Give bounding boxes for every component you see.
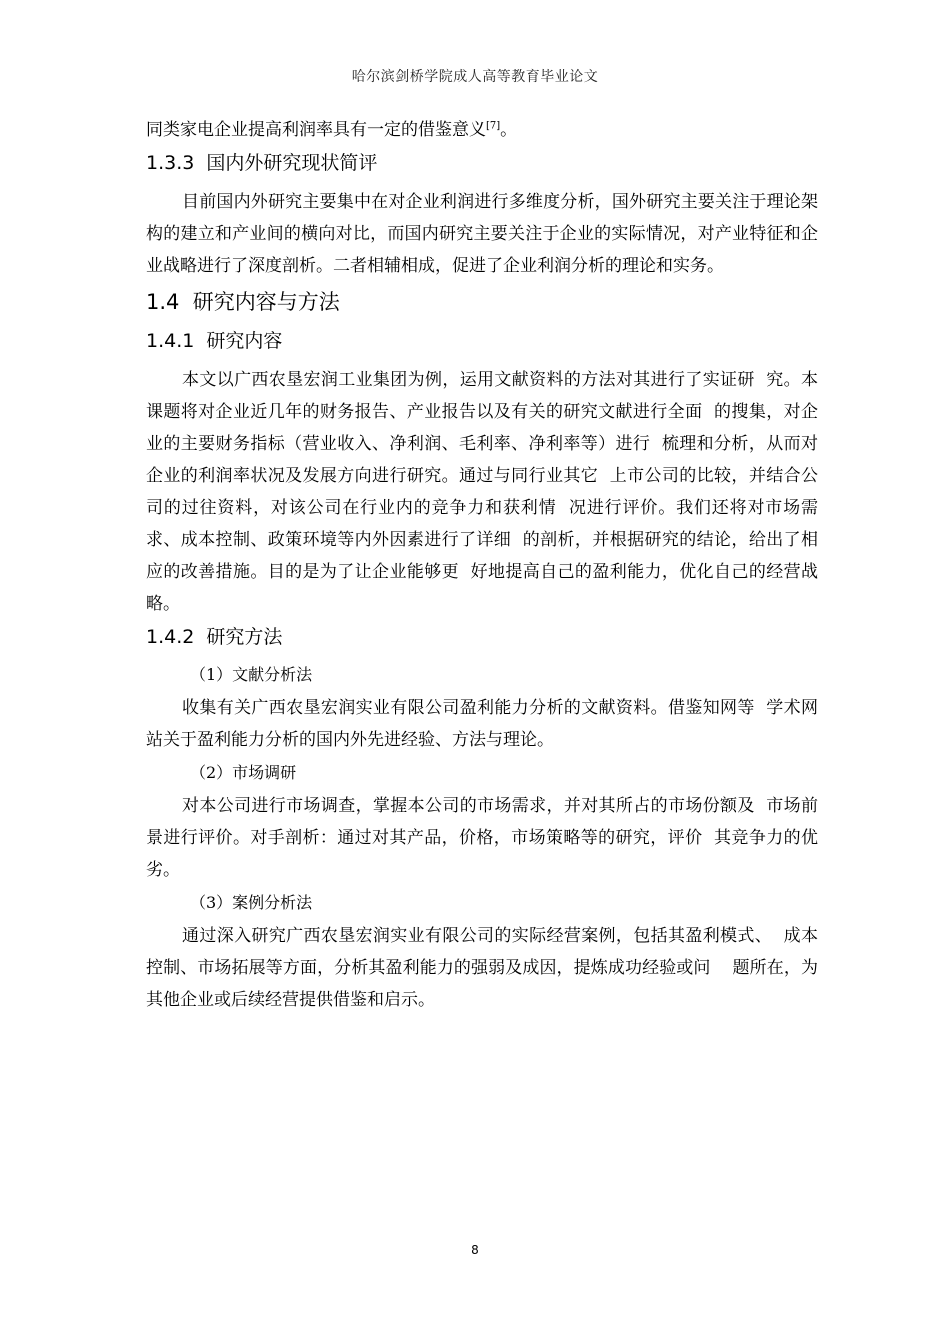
- method-label-literature: （1）文献分析法: [190, 665, 313, 684]
- section-paragraph-1-3-3: 目前国内外研究主要集中在对企业利润进行多维度分析，国外研究主要关注于理论架构的建立和产业间的横向对比，而国内研究主要关注于企业的实际情况，对产业特征和企业战略进行了深度剖析。二者相辅相成，促进了企业利润分析的理论和实务。: [146, 192, 818, 276]
- section-heading-1-4-2: 1.4.2 研究方法: [146, 626, 283, 648]
- continuation-paragraph: [146, 114, 818, 146]
- method-label-case-analysis: （3）案例分析法: [190, 893, 313, 912]
- section-heading-1-4: 1.4 研究内容与方法: [146, 290, 340, 314]
- continuation-text: 同类家电企业提高利润率具有一定的借鉴意义: [146, 120, 486, 140]
- citation-ref: [7]: [486, 120, 501, 132]
- page-content: [146, 114, 818, 1016]
- section-paragraph-1-4-1: 本文以广西农垦宏润工业集团为例，运用文献资料的方法对其进行了实证研 究。本课题将对企业近几年的财务报告、产业报告以及有关的研究文献进行全面 的搜集，对企业的主要财务指标（营业收入、净利润、毛利率、净利率等）进行 梳理和分析，从而对企业的利润率状况及发展方向进行研究。通过与同行业其它 上市公司的比较，并结合公司的过往资料，对该公司在行业内的竞争力和获利情 况进行评价。我们还将对市场需求、成本控制、政策环境等内外因素进行了详细 的剖析，并根据研究的结论，给出了相应的改善措施。目的是为了让企业能够更 好地提高自己的盈利能力，优化自己的经营战略。: [146, 370, 818, 614]
- page-number: 8: [471, 1243, 479, 1257]
- continuation-end: 。: [500, 120, 518, 140]
- running-header: 哈尔滨剑桥学院成人高等教育毕业论文: [351, 69, 599, 85]
- section-heading-1-3-3: 1.3.3 国内外研究现状简评: [146, 152, 378, 174]
- method-text-case-analysis: 通过深入研究广西农垦宏润实业有限公司的实际经营案例，包括其盈利模式、 成本控制、市场拓展等方面，分析其盈利能力的强弱及成因，提炼成功经验或问 题所在，为其他企业或后续经营提供借鉴和启示。: [146, 926, 818, 1010]
- section-heading-1-4-1: 1.4.1 研究内容: [146, 330, 283, 352]
- method-text-market-research: 对本公司进行市场调查，掌握本公司的市场需求，并对其所占的市场份额及 市场前景进行评价。对手剖析：通过对其产品，价格，市场策略等的研究，评价 其竞争力的优劣。: [146, 796, 818, 880]
- method-text-literature: 收集有关广西农垦宏润实业有限公司盈利能力分析的文献资料。借鉴知网等 学术网站关于盈利能力分析的国内外先进经验、方法与理论。: [146, 698, 818, 750]
- method-label-market-research: （2）市场调研: [190, 763, 297, 782]
